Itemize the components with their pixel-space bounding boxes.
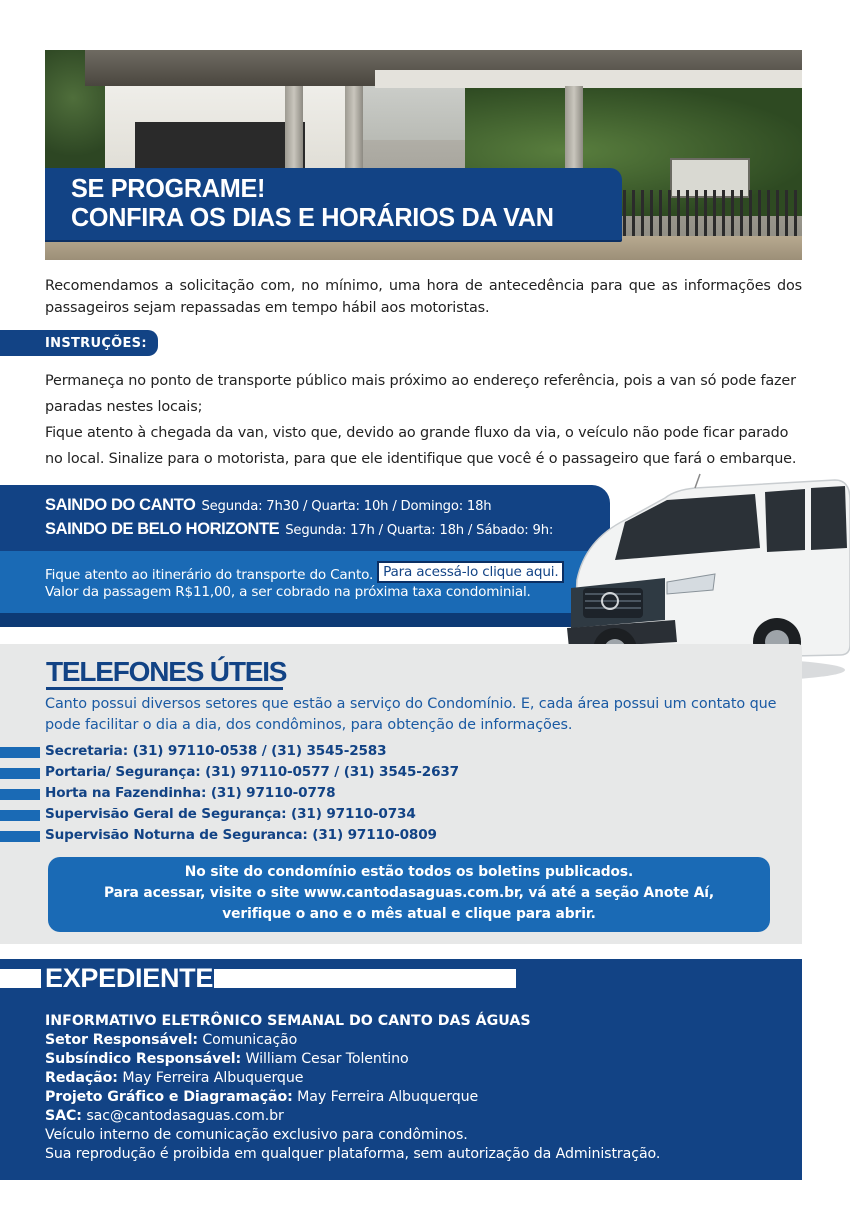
schedule-band xyxy=(0,485,610,551)
phones-description: Canto possui diversos setores que estão a serviço do Condomínio. E, cada área possui um contato que pode facilitar o dia a dia, dos condôminos, para obtenção de informações. xyxy=(45,696,777,733)
expediente-note: Sua reprodução é proibida em qualquer plataforma, sem autorização da Administração. xyxy=(45,1146,661,1162)
phones-title: TELEFONES ÚTEIS xyxy=(46,656,287,687)
site-info-line: Para acessar, visite o site www.cantodasaguas.com.br, vá até a seção Anote Aí, xyxy=(103,885,715,901)
schedule-origin: SAINDO DO CANTO xyxy=(45,496,196,514)
expediente-bar-right xyxy=(214,969,516,988)
expediente-heading: INFORMATIVO ELETRÔNICO SEMANAL DO CANTO DAS ÁGUAS xyxy=(45,1013,531,1029)
itinerary-note xyxy=(45,564,564,586)
phone-item-text: Portaria/ Segurança: (31) 97110-0577 / (31) 3545-2637 xyxy=(45,764,459,780)
itinerary-text: Fique atento ao itinerário do transporte do Canto. xyxy=(45,567,374,583)
phone-item-text: Supervisão Geral de Segurança: (31) 97110-0734 xyxy=(45,806,416,822)
instructions-text xyxy=(45,368,802,472)
hero-title-line2: CONFIRA OS DIAS E HORÁRIOS DA VAN xyxy=(71,202,554,232)
fare-note: Valor da passagem R$11,00, a ser cobrado na próxima taxa condominial. xyxy=(45,584,531,600)
phones-title-underline xyxy=(46,687,283,690)
phone-item-text: Secretaria: (31) 97110-0538 / (31) 3545-2583 xyxy=(45,743,387,759)
site-info-box xyxy=(48,857,770,932)
schedule-row-bh xyxy=(45,520,553,539)
instruction-paragraph: Fique atento à chegada da van, visto que, devido ao grande fluxo da via, o veículo não pode ficar parado no local. Sinalize para o motorista, para que ele identifique que você é o passageiro que fará o embarque. xyxy=(45,425,797,467)
sac-email[interactable]: sac@cantodasaguas.com.br xyxy=(86,1108,284,1124)
schedule-origin: SAINDO DE BELO HORIZONTE xyxy=(45,520,280,538)
expediente-field: Subsíndico Responsável: William Cesar Tolentino xyxy=(45,1051,409,1067)
expediente-bar-left xyxy=(0,969,41,988)
itinerary-link[interactable]: Para acessá-lo clique aqui. xyxy=(377,561,564,583)
schedule-times: Segunda: 17h / Quarta: 18h / Sábado: 9h: xyxy=(285,523,554,538)
expediente-field: Redação: May Ferreira Albuquerque xyxy=(45,1070,304,1086)
hero-title-banner xyxy=(45,168,622,240)
expediente-field: SAC: sac@cantodasaguas.com.br xyxy=(45,1108,284,1124)
intro-paragraph: Recomendamos a solicitação com, no mínimo, uma hora de antecedência para que as informações dos passageiros sejam repassadas em tempo hábil aos motoristas. xyxy=(45,278,802,316)
schedule-strip xyxy=(0,613,610,627)
phone-item-text: Supervisão Noturna de Seguranca: (31) 97110-0809 xyxy=(45,827,437,843)
expediente-body xyxy=(45,1012,785,1164)
expediente-title: EXPEDIENTE xyxy=(45,963,214,993)
expediente-note: Veículo interno de comunicação exclusivo para condôminos. xyxy=(45,1127,468,1143)
expediente-field: Projeto Gráfico e Diagramação: May Ferreira Albuquerque xyxy=(45,1089,479,1105)
site-info-line: No site do condomínio estão todos os boletins publicados. xyxy=(184,864,634,880)
schedule-row-canto xyxy=(45,496,491,515)
schedule-times: Segunda: 7h30 / Quarta: 10h / Domingo: 18h xyxy=(201,499,492,514)
instruction-paragraph: Permaneça no ponto de transporte público mais próximo ao endereço referência, pois a van só pode fazer paradas nestes locais; xyxy=(45,373,796,415)
phone-item-text: Horta na Fazendinha: (31) 97110-0778 xyxy=(45,785,336,801)
expediente-field: Setor Responsável: Comunicação xyxy=(45,1032,298,1048)
site-info-line: verifique o ano e o mês atual e clique para abrir. xyxy=(222,906,596,922)
hero-title-line1: SE PROGRAME! xyxy=(71,173,266,203)
instructions-label: INSTRUÇÕES: xyxy=(0,330,158,356)
